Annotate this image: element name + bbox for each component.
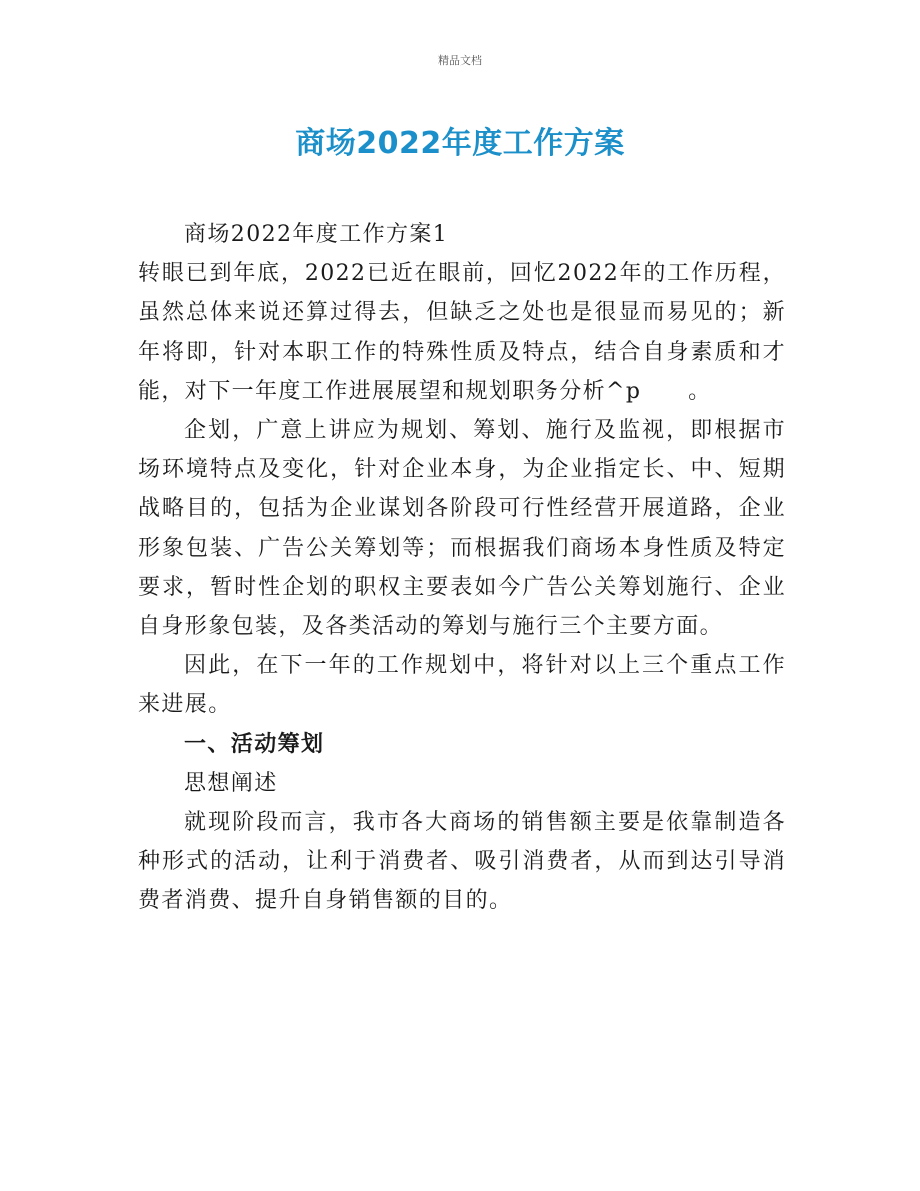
section-paragraph: 就现阶段而言，我市各大商场的销售额主要是依靠制造各种形式的活动，让利于消费者、吸引消费者，从而到达引导消费者消费、提升自身销售额的目的。 (138, 810, 786, 914)
section-heading: 一、活动筹划 (184, 731, 325, 757)
paragraph-therefore: 因此，在下一年的工作规划中，将针对以上三个重点工作来进展。 (138, 653, 786, 718)
paragraph-planning-definition: 企划，广意上讲应为规划、筹划、施行及监视，即根据市场环境特点及变化，针对企业本身，为企业指定长、中、短期战略目的，包括为企业谋划各阶段可行性经营开展道路，企业形象包装、广告公关筹划等；而根据我们商场本身性质及特定要求，暂时性企划的职权主要表如今广告公关筹划施行、企业自身形象包装，及各类活动的筹划与施行三个主要方面。 (138, 418, 786, 640)
document-body (138, 215, 786, 921)
section-subheading: 思想阐述 (184, 770, 278, 796)
document-subtitle: 商场2022年度工作方案1 (184, 222, 449, 247)
paragraph-intro: 转眼已到年底，2022已近在眼前，回忆2022年的工作历程，虽然总体来说还算过得去，但缺乏之处也是很显而易见的；新年将即，针对本职工作的特殊性质及特点，结合自身素质和才能，对下一年度工作进展展望和规划职务分析^p 。 (138, 261, 786, 404)
document-title: 商场2022年度工作方案 (295, 126, 625, 161)
page-header: 精品文档 (438, 54, 482, 67)
